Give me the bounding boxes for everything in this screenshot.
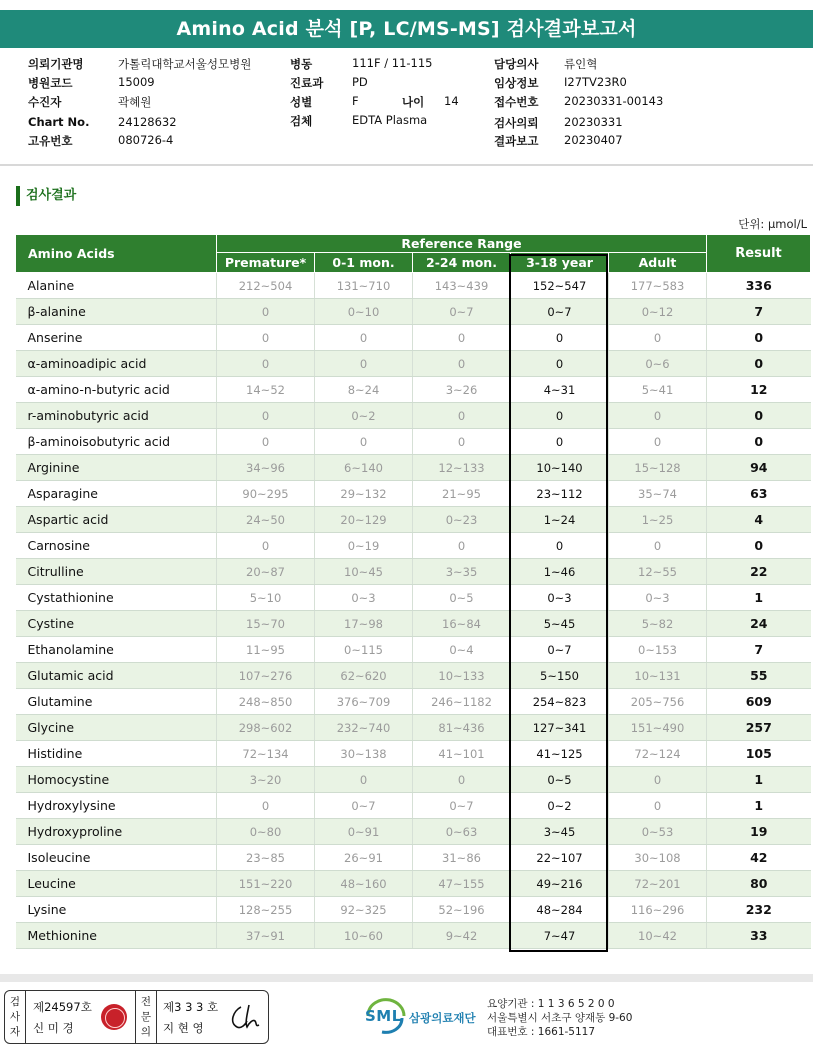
ref-adult: 151~490 xyxy=(609,715,707,741)
result-value: 1 xyxy=(707,793,811,819)
ref-adult: 0~12 xyxy=(609,299,707,325)
clinical-value: I27TV23R0 xyxy=(564,75,627,89)
table-row xyxy=(16,585,811,611)
result-value: 257 xyxy=(707,715,811,741)
patient-value: 곽혜원 xyxy=(118,95,152,109)
table-row xyxy=(16,377,811,403)
amino-acid-name: β-alanine xyxy=(16,299,217,325)
result-value: 609 xyxy=(707,689,811,715)
patient-label: 수진자 xyxy=(28,95,62,109)
col-adult: Adult xyxy=(609,253,707,273)
ref-premature: 0 xyxy=(217,403,315,429)
unit-label: 단위: μmol/L xyxy=(738,217,807,231)
ref-3-18-year: 23~112 xyxy=(511,481,609,507)
ref-0-1-mon: 232~740 xyxy=(315,715,413,741)
result-date-label: 결과보고 xyxy=(494,134,539,148)
institution-value: 가톨릭대학교서울성모병원 xyxy=(118,57,252,71)
amino-acid-name: Lysine xyxy=(16,897,217,923)
table-row xyxy=(16,273,811,299)
amino-acid-name: β-aminoisobutyric acid xyxy=(16,429,217,455)
ref-2-24-mon: 0 xyxy=(413,351,511,377)
ref-0-1-mon: 0 xyxy=(315,325,413,351)
amino-acid-name: Anserine xyxy=(16,325,217,351)
ref-2-24-mon: 0 xyxy=(413,325,511,351)
amino-acid-name: Glutamine xyxy=(16,689,217,715)
amino-acid-name: Citrulline xyxy=(16,559,217,585)
chart-no-label: Chart No. xyxy=(28,115,90,129)
ref-adult: 0 xyxy=(609,793,707,819)
ref-2-24-mon: 0 xyxy=(413,767,511,793)
ref-0-1-mon: 30~138 xyxy=(315,741,413,767)
age-label: 나이 xyxy=(402,95,425,109)
col-0-1-mon: 0-1 mon. xyxy=(315,253,413,273)
clinical-label: 임상정보 xyxy=(494,76,539,90)
unique-no-value: 080726-4 xyxy=(118,133,174,147)
table-row xyxy=(16,403,811,429)
ref-premature: 20~87 xyxy=(217,559,315,585)
amino-acid-name: Glutamic acid xyxy=(16,663,217,689)
result-value: 55 xyxy=(707,663,811,689)
ref-3-18-year: 0 xyxy=(511,403,609,429)
result-value: 19 xyxy=(707,819,811,845)
table-row xyxy=(16,741,811,767)
ref-adult: 5~82 xyxy=(609,611,707,637)
ref-adult: 15~128 xyxy=(609,455,707,481)
result-value: 94 xyxy=(707,455,811,481)
result-value: 0 xyxy=(707,429,811,455)
unique-no-label: 고유번호 xyxy=(28,134,73,148)
ref-3-18-year: 0 xyxy=(511,325,609,351)
ref-0-1-mon: 62~620 xyxy=(315,663,413,689)
specialist-name: 지 현 영 xyxy=(163,1021,204,1035)
receipt-label: 접수번호 xyxy=(494,95,539,109)
ref-3-18-year: 49~216 xyxy=(511,871,609,897)
amino-acid-name: α-amino-n-butyric acid xyxy=(16,377,217,403)
ref-adult: 177~583 xyxy=(609,273,707,299)
table-row xyxy=(16,533,811,559)
footer-band xyxy=(0,974,813,982)
ref-2-24-mon: 0 xyxy=(413,533,511,559)
table-row xyxy=(16,923,811,949)
lab-address: 서울특별시 서초구 양재동 9-60 xyxy=(487,1012,633,1024)
ref-0-1-mon: 0~3 xyxy=(315,585,413,611)
results-table xyxy=(15,234,811,949)
result-value: 232 xyxy=(707,897,811,923)
result-value: 0 xyxy=(707,351,811,377)
table-row xyxy=(16,351,811,377)
ref-0-1-mon: 17~98 xyxy=(315,611,413,637)
inspector-label: 검사자 xyxy=(9,996,21,1038)
ref-adult: 10~42 xyxy=(609,923,707,949)
ref-adult: 0 xyxy=(609,533,707,559)
result-value: 0 xyxy=(707,533,811,559)
ref-premature: 248~850 xyxy=(217,689,315,715)
specialist-label: 전문의 xyxy=(140,996,152,1038)
table-row xyxy=(16,793,811,819)
dept-label: 진료과 xyxy=(290,76,324,90)
col-result: Result xyxy=(707,235,811,273)
table-row xyxy=(16,715,811,741)
ref-premature: 0 xyxy=(217,793,315,819)
ref-0-1-mon: 0~91 xyxy=(315,819,413,845)
result-value: 0 xyxy=(707,325,811,351)
ref-0-1-mon: 0~10 xyxy=(315,299,413,325)
ref-premature: 37~91 xyxy=(217,923,315,949)
ref-3-18-year: 41~125 xyxy=(511,741,609,767)
red-seal-stamp xyxy=(101,1004,127,1030)
amino-acid-name: Asparagine xyxy=(16,481,217,507)
ref-3-18-year: 0 xyxy=(511,533,609,559)
ref-2-24-mon: 0 xyxy=(413,429,511,455)
ref-premature: 0 xyxy=(217,533,315,559)
ref-0-1-mon: 20~129 xyxy=(315,507,413,533)
inspector-number: 제24597호 xyxy=(33,1000,92,1014)
ref-adult: 1~25 xyxy=(609,507,707,533)
doctor-label: 담당의사 xyxy=(494,57,539,71)
amino-acid-name: Methionine xyxy=(16,923,217,949)
ref-2-24-mon: 10~133 xyxy=(413,663,511,689)
amino-acid-name: Arginine xyxy=(16,455,217,481)
amino-acid-name: Cystine xyxy=(16,611,217,637)
table-row xyxy=(16,663,811,689)
ref-adult: 205~756 xyxy=(609,689,707,715)
amino-acid-name: Glycine xyxy=(16,715,217,741)
col-reference-range: Reference Range xyxy=(217,235,707,253)
ref-premature: 90~295 xyxy=(217,481,315,507)
col-2-24-mon: 2-24 mon. xyxy=(413,253,511,273)
ref-3-18-year: 1~24 xyxy=(511,507,609,533)
result-value: 0 xyxy=(707,403,811,429)
ref-adult: 72~124 xyxy=(609,741,707,767)
ref-2-24-mon: 12~133 xyxy=(413,455,511,481)
result-value: 7 xyxy=(707,299,811,325)
ref-premature: 14~52 xyxy=(217,377,315,403)
result-value: 80 xyxy=(707,871,811,897)
ref-2-24-mon: 47~155 xyxy=(413,871,511,897)
table-row xyxy=(16,845,811,871)
ref-0-1-mon: 131~710 xyxy=(315,273,413,299)
specialist-number: 제3 3 3 호 xyxy=(163,1000,219,1014)
ref-3-18-year: 0~2 xyxy=(511,793,609,819)
amino-acid-name: Carnosine xyxy=(16,533,217,559)
ref-0-1-mon: 0 xyxy=(315,351,413,377)
ref-3-18-year: 0~5 xyxy=(511,767,609,793)
ref-adult: 0 xyxy=(609,429,707,455)
ref-3-18-year: 0 xyxy=(511,429,609,455)
result-value: 1 xyxy=(707,767,811,793)
table-row xyxy=(16,611,811,637)
result-value: 42 xyxy=(707,845,811,871)
organization-name: 삼광의료재단 xyxy=(409,1011,476,1025)
ref-adult: 35~74 xyxy=(609,481,707,507)
ref-3-18-year: 0~3 xyxy=(511,585,609,611)
ref-premature: 34~96 xyxy=(217,455,315,481)
ref-adult: 0 xyxy=(609,403,707,429)
ref-premature: 3~20 xyxy=(217,767,315,793)
ref-0-1-mon: 0 xyxy=(315,429,413,455)
ref-premature: 298~602 xyxy=(217,715,315,741)
dept-value: PD xyxy=(352,75,368,89)
ref-adult: 116~296 xyxy=(609,897,707,923)
result-value: 4 xyxy=(707,507,811,533)
ref-3-18-year: 0~7 xyxy=(511,299,609,325)
divider xyxy=(156,991,157,1043)
ref-premature: 23~85 xyxy=(217,845,315,871)
col-amino-acids: Amino Acids xyxy=(16,235,217,273)
col-3-18-year: 3-18 year xyxy=(511,253,609,273)
result-value: 105 xyxy=(707,741,811,767)
divider xyxy=(0,164,813,166)
patient-info xyxy=(28,56,808,156)
table-row xyxy=(16,689,811,715)
signature-box xyxy=(4,990,269,1044)
ref-0-1-mon: 0~19 xyxy=(315,533,413,559)
ref-0-1-mon: 0~7 xyxy=(315,793,413,819)
ref-2-24-mon: 0~7 xyxy=(413,299,511,325)
ref-adult: 0~6 xyxy=(609,351,707,377)
ref-premature: 107~276 xyxy=(217,663,315,689)
ref-2-24-mon: 21~95 xyxy=(413,481,511,507)
ref-adult: 0 xyxy=(609,767,707,793)
table-row xyxy=(16,767,811,793)
table-row xyxy=(16,507,811,533)
amino-acid-name: Histidine xyxy=(16,741,217,767)
ref-2-24-mon: 41~101 xyxy=(413,741,511,767)
result-value: 33 xyxy=(707,923,811,949)
hospital-code-label: 병원코드 xyxy=(28,76,73,90)
ref-0-1-mon: 376~709 xyxy=(315,689,413,715)
chart-no-value: 24128632 xyxy=(118,115,177,129)
ref-2-24-mon: 3~26 xyxy=(413,377,511,403)
ref-adult: 5~41 xyxy=(609,377,707,403)
amino-acid-name: α-aminoadipic acid xyxy=(16,351,217,377)
ref-0-1-mon: 48~160 xyxy=(315,871,413,897)
ref-0-1-mon: 92~325 xyxy=(315,897,413,923)
table-row xyxy=(16,429,811,455)
inspector-name: 신 미 경 xyxy=(33,1021,74,1035)
table-row xyxy=(16,559,811,585)
ref-2-24-mon: 9~42 xyxy=(413,923,511,949)
ref-premature: 151~220 xyxy=(217,871,315,897)
hospital-code-value: 15009 xyxy=(118,75,155,89)
ref-premature: 0 xyxy=(217,325,315,351)
ref-premature: 0 xyxy=(217,299,315,325)
result-value: 336 xyxy=(707,273,811,299)
ref-3-18-year: 254~823 xyxy=(511,689,609,715)
receipt-value: 20230331-00143 xyxy=(564,94,664,108)
table-row xyxy=(16,897,811,923)
ref-3-18-year: 5~150 xyxy=(511,663,609,689)
ref-0-1-mon: 29~132 xyxy=(315,481,413,507)
ref-2-24-mon: 0 xyxy=(413,403,511,429)
ref-adult: 12~55 xyxy=(609,559,707,585)
section-title: 검사결과 xyxy=(16,186,76,206)
report-title: Amino Acid 분석 [P, LC/MS-MS] 검사결과보고서 xyxy=(0,10,813,48)
ref-2-24-mon: 246~1182 xyxy=(413,689,511,715)
ref-3-18-year: 10~140 xyxy=(511,455,609,481)
ref-premature: 0~80 xyxy=(217,819,315,845)
ward-label: 병동 xyxy=(290,57,313,71)
institution-label: 의뢰기관명 xyxy=(28,57,84,71)
result-date-value: 20230407 xyxy=(564,133,623,147)
ref-0-1-mon: 6~140 xyxy=(315,455,413,481)
ref-3-18-year: 22~107 xyxy=(511,845,609,871)
ref-3-18-year: 0~7 xyxy=(511,637,609,663)
ref-0-1-mon: 0 xyxy=(315,767,413,793)
ref-premature: 15~70 xyxy=(217,611,315,637)
result-value: 22 xyxy=(707,559,811,585)
result-value: 63 xyxy=(707,481,811,507)
ref-premature: 24~50 xyxy=(217,507,315,533)
result-value: 7 xyxy=(707,637,811,663)
ref-3-18-year: 4~31 xyxy=(511,377,609,403)
age-value: 14 xyxy=(444,94,459,108)
ref-3-18-year: 152~547 xyxy=(511,273,609,299)
ref-2-24-mon: 31~86 xyxy=(413,845,511,871)
ref-3-18-year: 5~45 xyxy=(511,611,609,637)
result-value: 12 xyxy=(707,377,811,403)
sex-value: F xyxy=(352,94,359,108)
amino-acid-name: Alanine xyxy=(16,273,217,299)
amino-acid-name: Hydroxyproline xyxy=(16,819,217,845)
specimen-value: EDTA Plasma xyxy=(352,113,428,127)
table-row xyxy=(16,299,811,325)
ref-0-1-mon: 0~115 xyxy=(315,637,413,663)
ref-2-24-mon: 0~7 xyxy=(413,793,511,819)
divider xyxy=(135,991,136,1043)
ref-3-18-year: 1~46 xyxy=(511,559,609,585)
request-label: 검사의뢰 xyxy=(494,116,539,130)
ref-premature: 0 xyxy=(217,351,315,377)
ref-adult: 0~153 xyxy=(609,637,707,663)
table-row xyxy=(16,637,811,663)
ref-adult: 30~108 xyxy=(609,845,707,871)
table-row xyxy=(16,325,811,351)
ref-2-24-mon: 16~84 xyxy=(413,611,511,637)
ref-2-24-mon: 0~4 xyxy=(413,637,511,663)
ref-2-24-mon: 0~5 xyxy=(413,585,511,611)
ref-3-18-year: 7~47 xyxy=(511,923,609,949)
ref-3-18-year: 3~45 xyxy=(511,819,609,845)
amino-acid-name: Ethanolamine xyxy=(16,637,217,663)
table-row xyxy=(16,481,811,507)
ref-adult: 10~131 xyxy=(609,663,707,689)
sml-logo-text: SML xyxy=(365,1007,402,1025)
ref-adult: 72~201 xyxy=(609,871,707,897)
amino-acid-name: Isoleucine xyxy=(16,845,217,871)
amino-acid-name: Cystathionine xyxy=(16,585,217,611)
ward-value: 111F / 11-115 xyxy=(352,56,433,70)
amino-acid-name: Homocystine xyxy=(16,767,217,793)
divider xyxy=(25,991,26,1043)
ref-0-1-mon: 8~24 xyxy=(315,377,413,403)
specimen-label: 검체 xyxy=(290,114,313,128)
ref-2-24-mon: 52~196 xyxy=(413,897,511,923)
ref-adult: 0~53 xyxy=(609,819,707,845)
care-institution-number: 요양기관 : 1 1 3 6 5 2 0 0 xyxy=(487,998,615,1010)
ref-premature: 212~504 xyxy=(217,273,315,299)
ref-adult: 0~3 xyxy=(609,585,707,611)
ref-3-18-year: 0 xyxy=(511,351,609,377)
table-row xyxy=(16,871,811,897)
table-row xyxy=(16,455,811,481)
ref-premature: 128~255 xyxy=(217,897,315,923)
request-value: 20230331 xyxy=(564,115,623,129)
ref-premature: 72~134 xyxy=(217,741,315,767)
ref-premature: 0 xyxy=(217,429,315,455)
sex-label: 성별 xyxy=(290,95,313,109)
ref-2-24-mon: 3~35 xyxy=(413,559,511,585)
ref-premature: 11~95 xyxy=(217,637,315,663)
result-value: 24 xyxy=(707,611,811,637)
signature-scribble xyxy=(227,1001,263,1033)
lab-info xyxy=(487,997,632,1039)
ref-0-1-mon: 10~45 xyxy=(315,559,413,585)
ref-2-24-mon: 81~436 xyxy=(413,715,511,741)
result-value: 1 xyxy=(707,585,811,611)
ref-premature: 5~10 xyxy=(217,585,315,611)
ref-0-1-mon: 26~91 xyxy=(315,845,413,871)
ref-3-18-year: 48~284 xyxy=(511,897,609,923)
ref-2-24-mon: 0~63 xyxy=(413,819,511,845)
amino-acid-name: Leucine xyxy=(16,871,217,897)
ref-3-18-year: 127~341 xyxy=(511,715,609,741)
amino-acid-name: Aspartic acid xyxy=(16,507,217,533)
ref-0-1-mon: 0~2 xyxy=(315,403,413,429)
lab-phone: 대표번호 : 1661-5117 xyxy=(487,1026,596,1038)
ref-0-1-mon: 10~60 xyxy=(315,923,413,949)
doctor-value: 류인혁 xyxy=(564,57,598,71)
ref-2-24-mon: 0~23 xyxy=(413,507,511,533)
ref-2-24-mon: 143~439 xyxy=(413,273,511,299)
amino-acid-name: Hydroxylysine xyxy=(16,793,217,819)
table-row xyxy=(16,819,811,845)
amino-acid-name: r-aminobutyric acid xyxy=(16,403,217,429)
col-premature: Premature* xyxy=(217,253,315,273)
ref-adult: 0 xyxy=(609,325,707,351)
